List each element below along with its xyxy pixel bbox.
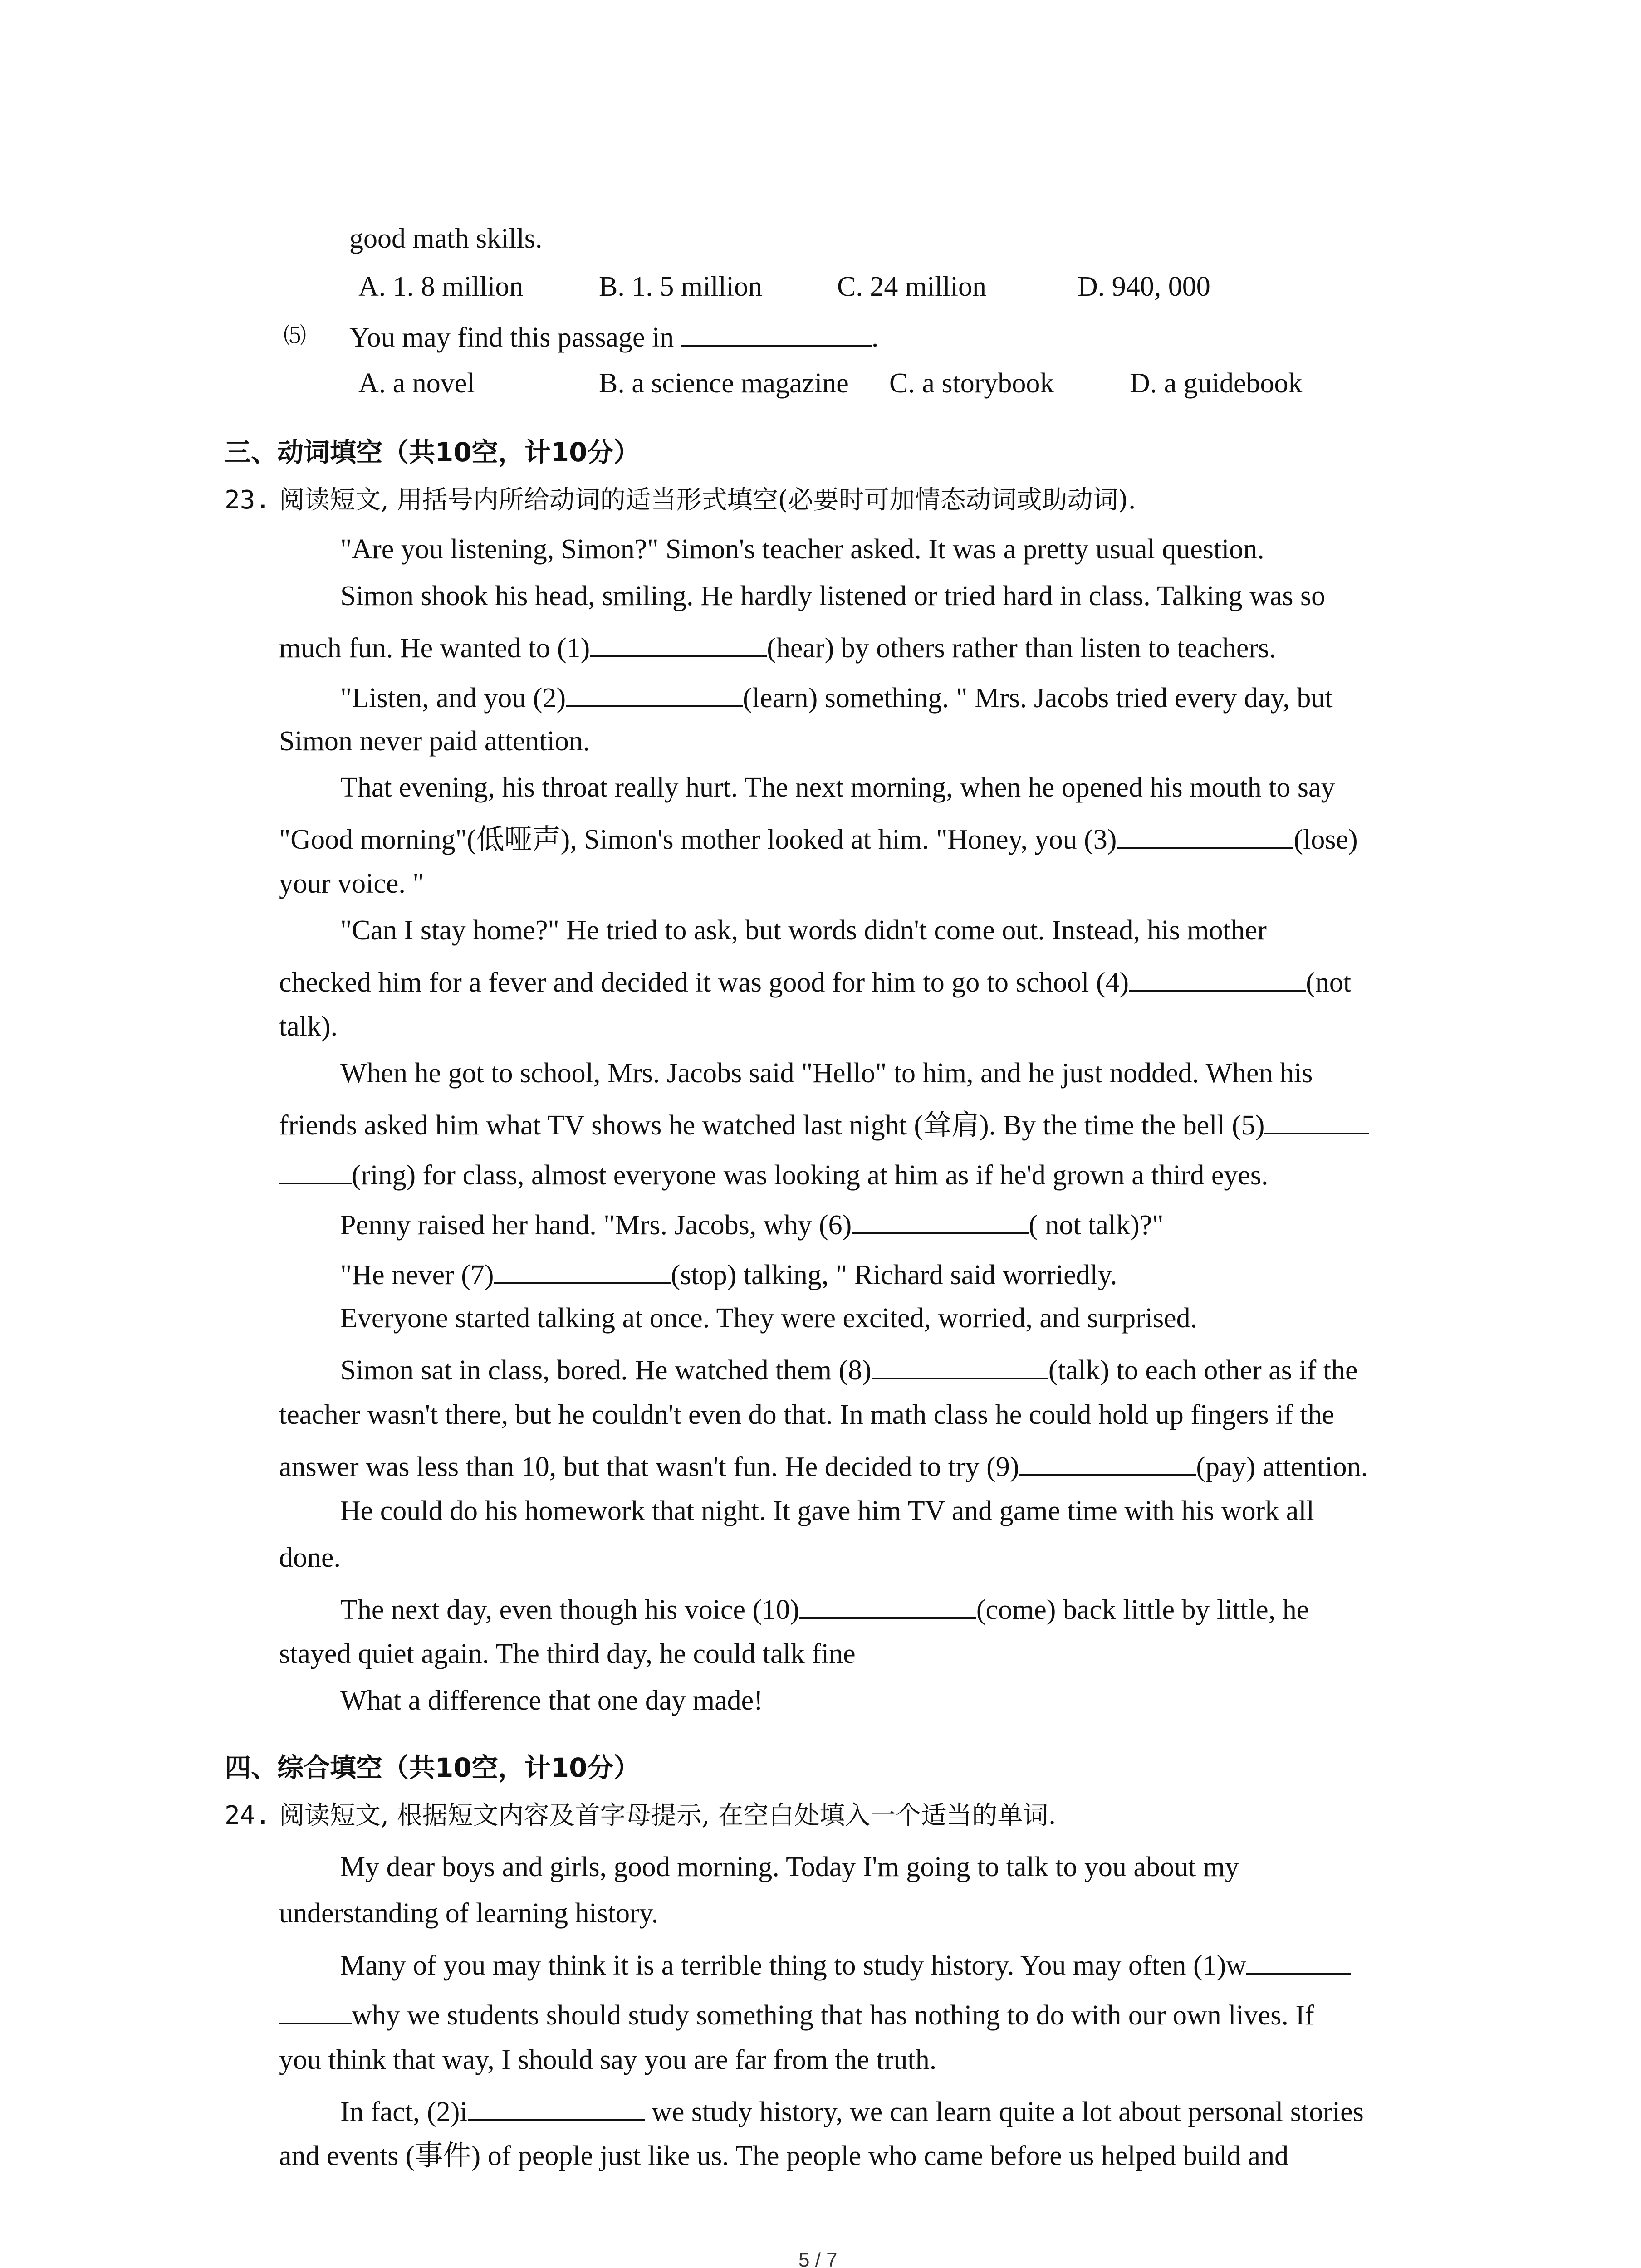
question-number: ⑸ xyxy=(284,323,306,349)
passage-line: checked him for a fever and decided it was good for him to go to school (4) (not xyxy=(279,967,1352,998)
blank[interactable] xyxy=(590,632,767,657)
passage-line: Penny raised her hand. "Mrs. Jacobs, why (6) ( not talk)?" xyxy=(340,1210,1164,1241)
blank[interactable] xyxy=(852,1209,1029,1234)
blank[interactable] xyxy=(1019,1451,1196,1476)
option-c: C. a storybook xyxy=(889,368,1054,399)
passage-line: talk). xyxy=(279,1011,338,1042)
blank[interactable] xyxy=(1264,1109,1369,1134)
blank[interactable] xyxy=(279,1159,352,1184)
blank[interactable] xyxy=(799,1593,976,1619)
passage-line: "He never (7) (stop) talking, " Richard said worriedly. xyxy=(340,1260,1117,1290)
option-c: C. 24 million xyxy=(837,271,986,302)
passage-line: good math skills. xyxy=(349,223,543,254)
option-b: B. 1. 5 million xyxy=(599,271,762,302)
question-text: You may find this passage in . xyxy=(349,322,879,353)
passage-line: When he got to school, Mrs. Jacobs said "Hello" to him, and he just nodded. When his xyxy=(340,1058,1313,1089)
passage-line: In fact, (2)i we study history, we can learn quite a lot about personal stories xyxy=(340,2097,1364,2127)
blank[interactable] xyxy=(494,1259,671,1284)
passage-line: teacher wasn't there, but he couldn't even do that. In math class he could hold up fingers if the xyxy=(279,1399,1334,1430)
blank[interactable] xyxy=(872,1354,1048,1379)
question-number: 24. xyxy=(225,1801,271,1830)
passage-line: "Listen, and you (2) (learn) something. " Mrs. Jacobs tried every day, but xyxy=(340,683,1333,714)
question-number: 23. xyxy=(225,485,271,515)
passage-line: why we students should study something that has nothing to do with our own lives. If xyxy=(279,1999,1314,2029)
question-instruction: 阅读短文, 用括号内所给动词的适当形式填空(必要时可加情态动词或助动词). xyxy=(279,485,1136,515)
blank[interactable] xyxy=(279,1999,352,2024)
blank[interactable] xyxy=(1129,966,1306,992)
passage-line: That evening, his throat really hurt. The next morning, when he opened his mouth to say xyxy=(340,772,1335,803)
passage-line: "Are you listening, Simon?" Simon's teacher asked. It was a pretty usual question. xyxy=(340,534,1264,565)
section-title: 四、综合填空（共10空，计10分） xyxy=(225,1752,640,1783)
passage-line: Simon never paid attention. xyxy=(279,726,590,757)
blank[interactable] xyxy=(1246,1949,1351,1975)
passage-line: done. xyxy=(279,1542,341,1573)
passage-line: answer was less than 10, but that wasn't fun. He decided to try (9) (pay) attention. xyxy=(279,1452,1368,1482)
question-instruction: 阅读短文, 根据短文内容及首字母提示, 在空白处填入一个适当的单词. xyxy=(279,1801,1057,1830)
blank[interactable] xyxy=(468,2096,645,2121)
passage-line: stayed quiet again. The third day, he could talk fine xyxy=(279,1638,856,1669)
passage-line: (ring) for class, almost everyone was looking at him as if he'd grown a third eyes. xyxy=(279,1159,1268,1189)
passage-line: He could do his homework that night. It gave him TV and game time with his work all xyxy=(340,1496,1314,1526)
passage-line: Many of you may think it is a terrible thing to study history. You may often (1)w xyxy=(340,1949,1351,1980)
option-d: D. 940, 000 xyxy=(1078,271,1210,302)
passage-line: Simon shook his head, smiling. He hardly listened or tried hard in class. Talking was so xyxy=(340,581,1326,611)
passage-line: "Can I stay home?" He tried to ask, but words didn't come out. Instead, his mother xyxy=(340,915,1267,946)
passage-line: much fun. He wanted to (1) (hear) by others rather than listen to teachers. xyxy=(279,633,1276,664)
option-a: A. 1. 8 million xyxy=(358,271,524,302)
passage-line: understanding of learning history. xyxy=(279,1898,659,1929)
section-title: 三、动词填空（共10空，计10分） xyxy=(225,437,640,468)
passage-line: your voice. " xyxy=(279,868,424,899)
passage-line: you think that way, I should say you are far from the truth. xyxy=(279,2044,937,2075)
option-a: A. a novel xyxy=(358,368,475,399)
passage-line: My dear boys and girls, good morning. Today I'm going to talk to you about my xyxy=(340,1852,1239,1882)
passage-line: "Good morning"(低哑声), Simon's mother looked at him. "Honey, you (3) (lose) xyxy=(279,824,1358,855)
passage-line: The next day, even though his voice (10) (come) back little by little, he xyxy=(340,1594,1309,1625)
passage-line: Simon sat in class, bored. He watched them (8) (talk) to each other as if the xyxy=(340,1355,1358,1386)
blank[interactable] xyxy=(1117,823,1293,849)
option-d: D. a guidebook xyxy=(1130,368,1303,399)
passage-line: friends asked him what TV shows he watched last night (耸肩). By the time the bell (5) xyxy=(279,1109,1369,1139)
option-b: B. a science magazine xyxy=(599,368,849,399)
blank[interactable] xyxy=(566,682,743,707)
passage-line: and events (事件) of people just like us. The people who came before us helped build and xyxy=(279,2141,1289,2171)
page-number: 5 / 7 xyxy=(798,2249,838,2268)
passage-line: Everyone started talking at once. They were excited, worried, and surprised. xyxy=(340,1303,1198,1334)
passage-line: What a difference that one day made! xyxy=(340,1685,763,1716)
